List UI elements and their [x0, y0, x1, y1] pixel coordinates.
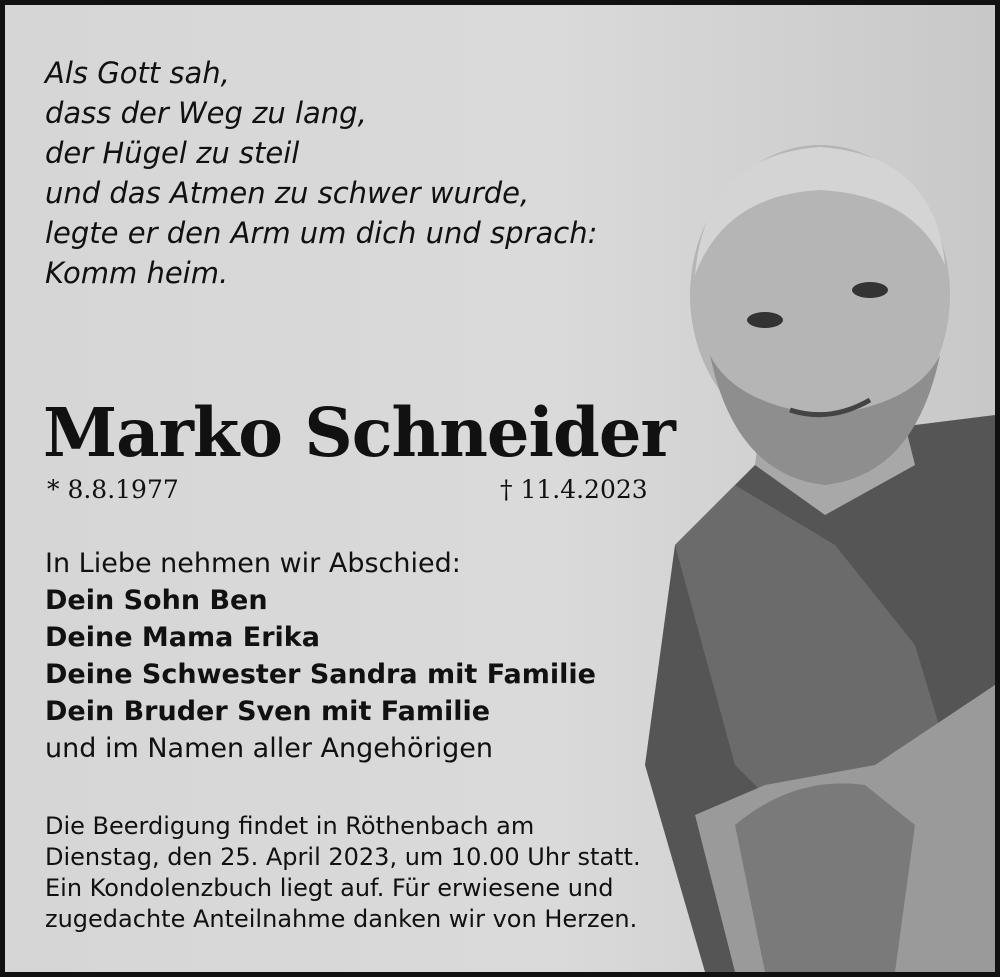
- mourner-name: Deine Schwester Sandra mit Familie: [45, 659, 596, 690]
- mourner-name: Dein Sohn Ben: [45, 585, 268, 616]
- poem: [45, 53, 597, 293]
- eye-shape: [747, 312, 783, 328]
- poem-line: dass der Weg zu lang,: [45, 96, 367, 130]
- mourners-closing: und im Namen aller Angehörigen: [45, 733, 493, 764]
- funeral-notice: [45, 811, 641, 935]
- notice-line: Die Beerdigung findet in Röthenbach am: [45, 812, 535, 840]
- eye-shape: [852, 282, 888, 298]
- notice-line: Ein Kondolenzbuch liegt auf. Für erwiesene und: [45, 874, 614, 902]
- notice-line: Dienstag, den 25. April 2023, um 10.00 Uhr statt.: [45, 843, 641, 871]
- poem-line: Als Gott sah,: [45, 56, 230, 90]
- poem-line: legte er den Arm um dich und sprach:: [45, 216, 598, 250]
- portrait-photo: [615, 125, 995, 972]
- poem-line: und das Atmen zu schwer wurde,: [45, 176, 530, 210]
- mourner-name: Deine Mama Erika: [45, 622, 320, 653]
- death-date: † 11.4.2023: [500, 475, 648, 504]
- mourner-name: Dein Bruder Sven mit Familie: [45, 696, 491, 727]
- notice-line: zugedachte Anteilnahme danken wir von Herzen.: [45, 905, 638, 933]
- deceased-name: Marko Schneider: [43, 393, 675, 472]
- birth-date: * 8.8.1977: [47, 475, 179, 504]
- mourners-intro: In Liebe nehmen wir Abschied:: [45, 548, 461, 579]
- mourners-list: [45, 545, 596, 767]
- poem-line: Komm heim.: [45, 256, 229, 290]
- tattoo-shape: [735, 783, 915, 972]
- poem-line: der Hügel zu steil: [45, 136, 300, 170]
